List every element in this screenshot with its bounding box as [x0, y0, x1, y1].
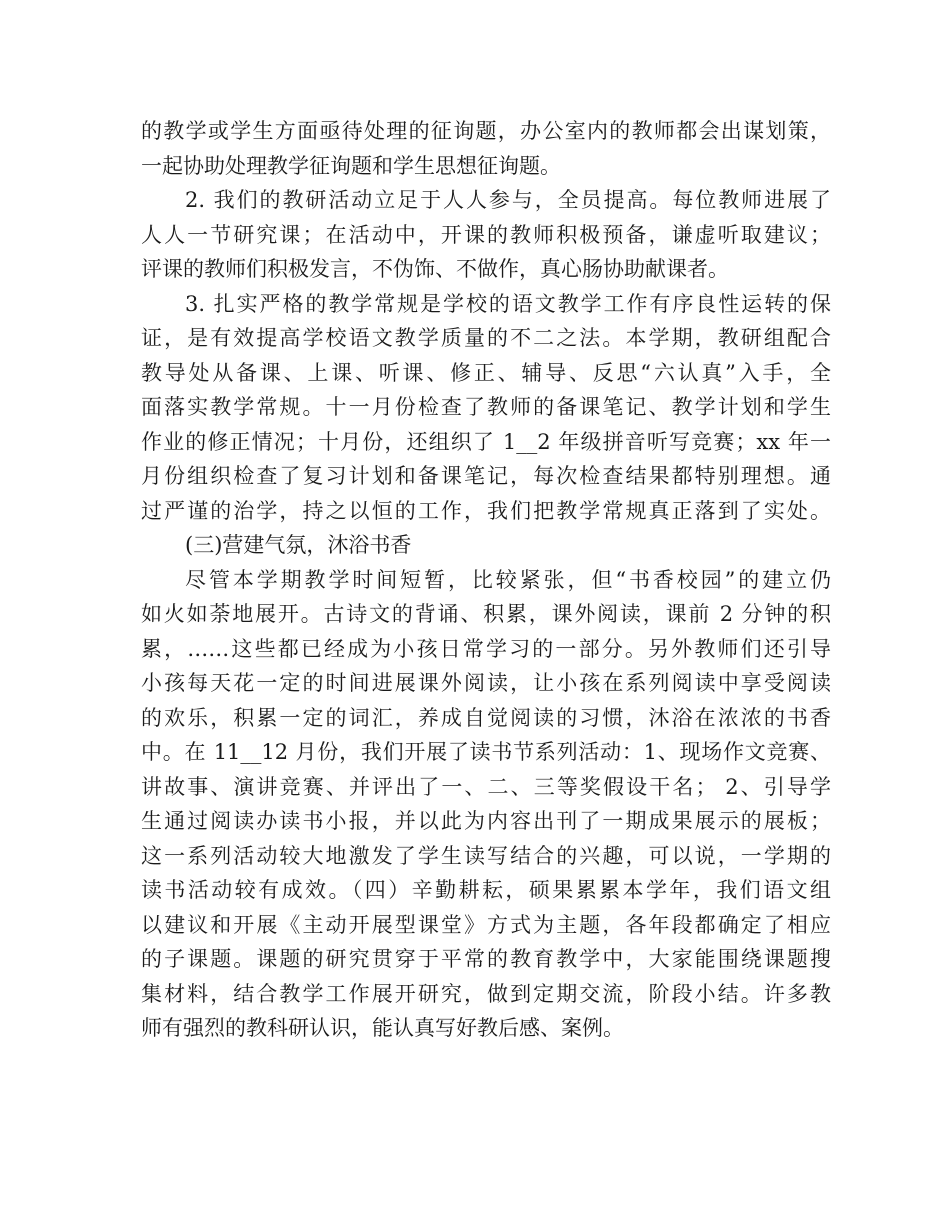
text-line: 尽管本学期教学时间短暂，比较紧张，但“书香校园”的建立仍: [185, 567, 831, 592]
text-line: 累，……这些都已经成为小孩日常学习的一部分。另外教师们还引导: [141, 636, 831, 661]
text-line: 证，是有效提高学校语文教学质量的不二之法。本学期，教研组配合: [141, 326, 831, 350]
text-line: 的教学或学生方面亟待处理的征询题，办公室内的教师都会出谋划策，: [141, 119, 831, 143]
text-line: 集材料，结合教学工作展开研究，做到定期交流，阶段小结。许多教: [141, 981, 831, 1006]
text-line: (三)营建气氛，沐浴书香: [185, 533, 412, 557]
text-line: 一起协助处理教学征询题和学生思想征询题。: [141, 153, 561, 178]
text-line: 过严谨的治学，持之以恒的工作，我们把教学常规真正落到了实处。: [141, 498, 831, 523]
text-line: 读书活动较有成效。（四）辛勤耕耘，硕果累累本学年，我们语文组: [141, 878, 831, 902]
text-line: 月份组织检查了复习计划和备课笔记，每次检查结果都特别理想。通: [141, 464, 831, 488]
text-line: 这一系列活动较大地激发了学生读写结合的兴趣，可以说，一学期的: [141, 843, 831, 868]
text-line: 的子课题。课题的研究贯穿于平常的教育教学中，大家能围绕课题搜: [141, 947, 831, 971]
text-line: 教导处从备课、上课、听课、修正、辅导、反思“六认真”入手，全: [141, 360, 831, 385]
text-line: 小孩每天花一定的时间进展课外阅读，让小孩在系列阅读中享受阅读: [141, 671, 831, 695]
text-line: 如火如荼地展开。古诗文的背诵、积累，课外阅读，课前 2 分钟的积: [141, 602, 831, 626]
text-line: 面落实教学常规。十一月份检查了教师的备课笔记、教学计划和学生: [141, 395, 831, 419]
text-line: 的欢乐，积累一定的词汇，养成自觉阅读的习惯，沐浴在浓浓的书香: [141, 705, 831, 730]
text-line: 3. 扎实严格的教学常规是学校的语文教学工作有序良性运转的保: [185, 291, 831, 316]
text-line: 评课的教师们积极发言，不伪饰、不做作，真心肠协助献课者。: [141, 257, 729, 281]
text-line: 作业的修正情况；十月份，还组织了 1__2 年级拼音听写竞赛；xx 年一: [141, 429, 831, 454]
text-line: 讲故事、演讲竞赛、并评出了一、二、三等奖假设干名； 2、引导学: [141, 774, 831, 799]
text-line: 师有强烈的教科研认识，能认真写好教后感、案例。: [141, 1016, 624, 1040]
text-line: 生通过阅读办读书小报，并以此为内容出刊了一期成果展示的展板；: [141, 809, 831, 833]
text-line: 2. 我们的教研活动立足于人人参与，全员提高。每位教师进展了: [185, 188, 831, 212]
text-line: 人人一节研究课；在活动中，开课的教师积极预备，谦虚听取建议；: [141, 222, 831, 247]
text-line: 中。在 11__12 月份，我们开展了读书节系列活动：1、现场作文竞赛、: [141, 740, 831, 764]
document-body: [141, 114, 831, 1046]
text-line: 以建议和开展《主动开展型课堂》方式为主题，各年段都确定了相应: [141, 912, 831, 937]
